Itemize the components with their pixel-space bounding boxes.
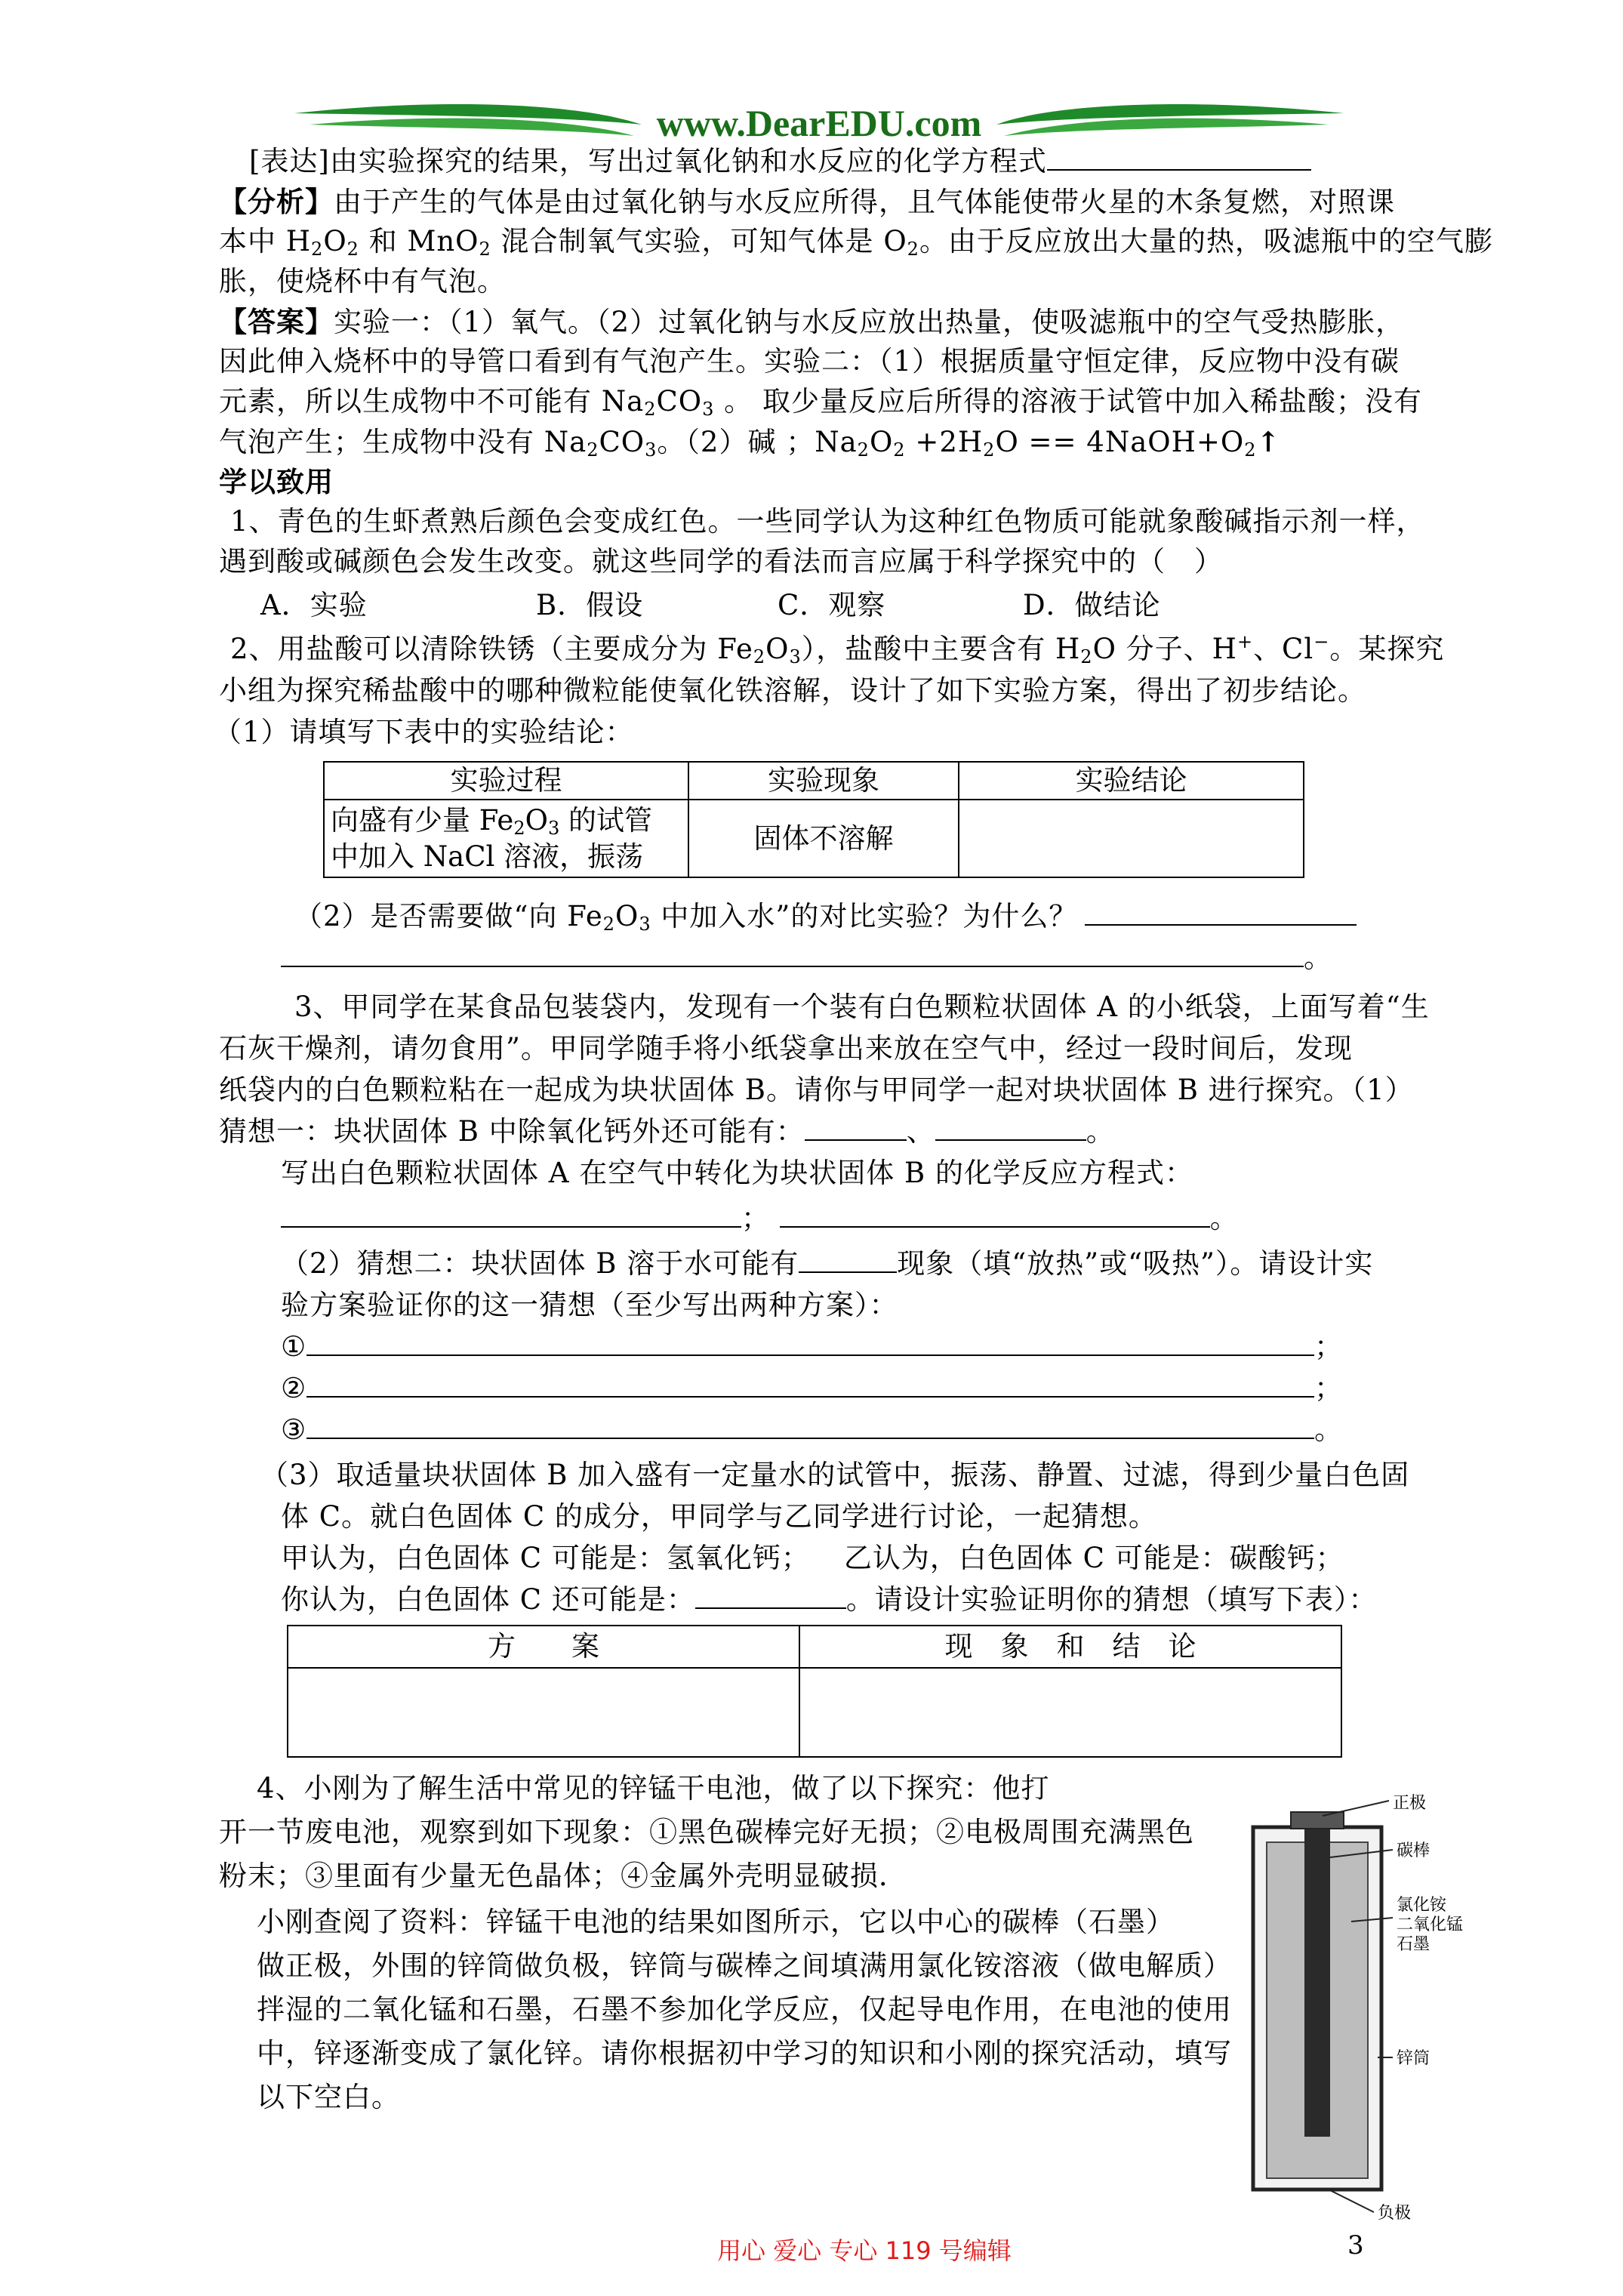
q3-equation-blank-2[interactable] — [780, 1200, 1210, 1228]
answer-line-4: 气泡产生；生成物中没有 $Na_2CO_3$。（2）碱 ；$Na_2O_2 +2H_2O$ == $4NaOH+O_2↑$ — [219, 425, 1281, 461]
q1-option-d[interactable]: D．做结论 — [1023, 589, 1161, 621]
q3-line-1: 3、甲同学在某食品包装袋内，发现有一个装有白色颗粒状固体 A 的小纸袋，上面写着“生 — [294, 991, 1430, 1023]
battery-diagram — [1238, 1789, 1487, 2227]
q2-blank-2[interactable] — [281, 940, 1304, 967]
q3-line-2: 石灰干燥剂，请勿食用”。甲同学随手将小纸袋拿出来放在空气中，经过一段时间后，发现 — [219, 1032, 1353, 1065]
answer-line-2: 因此伸入烧杯中的导管口看到有气泡产生。实验二：（1）根据质量守恒定律，反应物中没有碳 — [219, 345, 1400, 378]
q4-line-8: 以下空白。 — [257, 2081, 400, 2113]
design-cell-result-input[interactable] — [799, 1668, 1341, 1757]
label-positive: 正极 — [1393, 1794, 1427, 1813]
q2-subquestion-2: （2）是否需要做“向 $Fe_2O_3$ 中加入水”的对比实验？为什么？ — [294, 898, 1357, 935]
page-number: 3 — [1347, 2230, 1364, 2261]
q3-line-3: 纸袋内的白色颗粒粘在一起成为块状固体 B。请你与甲同学一起对块状固体 B 进行探究。（1） — [219, 1074, 1414, 1106]
q2-line-2: 小组为探究稀盐酸中的哪种微粒能使氧化铁溶解，设计了如下实验方案，得出了初步结论。 — [219, 674, 1366, 707]
q4-line-1: 4、小刚为了解生活中常见的锌锰干电池，做了以下探究：他打 — [257, 1772, 1050, 1804]
design-header-result: 现 象 和 结 论 — [799, 1626, 1341, 1668]
q3-line-5: 写出白色颗粒状固体 A 在空气中转化为块状固体 B 的化学反应方程式： — [281, 1157, 1193, 1189]
q3-method-blank-2[interactable] — [306, 1370, 1314, 1398]
right-swoosh-shadow-icon — [1004, 119, 1329, 136]
q3-method-3: ③ 。 — [281, 1413, 1344, 1446]
table-header-process: 实验过程 — [324, 762, 688, 800]
battery-carbon-rod — [1304, 1820, 1330, 2137]
logo-text: www.DearEDU.com — [656, 102, 982, 144]
q3-guess-c-blank[interactable] — [695, 1582, 846, 1609]
q4-line-6: 拌湿的二氧化锰和石墨，石墨不参加化学反应，仅起导电作用，在电池的使用 — [257, 1993, 1232, 2026]
q3-method-blank-3[interactable] — [306, 1412, 1314, 1439]
section-title: 学以致用 — [219, 465, 334, 498]
analysis-line-3: 胀，使烧杯中有气泡。 — [219, 265, 506, 297]
q4-line-5: 做正极，外围的锌筒做负极，锌筒与碳棒之间填满用氯化铵溶液（做电解质） — [257, 1949, 1232, 1982]
q2-subquestion-1: （1）请填写下表中的实验结论： — [214, 716, 634, 748]
label-graphite: 石墨 — [1397, 1935, 1431, 1954]
label-zinc-can: 锌筒 — [1397, 2049, 1431, 2068]
q2-blank-1[interactable] — [1085, 898, 1357, 926]
q3-equation-blank-1[interactable] — [281, 1200, 741, 1228]
q3-line-7: （2）猜想二：块状固体 B 溶于水可能有 现象（填“放热”或“吸热”）。请设计实 — [281, 1247, 1374, 1280]
q3-method-2: ② ； — [281, 1372, 1344, 1404]
q3-line-9: （3）取适量块状固体 B 加入盛有一定量水的试管中，振荡、静置、过滤，得到少量白色固 — [260, 1459, 1410, 1491]
q3-heat-blank[interactable] — [799, 1246, 897, 1273]
q1-line-2: 遇到酸或碱颜色会发生改变。就这些同学的看法而言应属于科学探究中的（ ） — [219, 545, 1223, 578]
q4-line-2: 开一节废电池，观察到如下现象：①黑色碳棒完好无损；②电极周围充满黑色 — [219, 1816, 1194, 1848]
analysis-line-2: 本中 $H_2O_2$ 和 MnO$_2$ 混合制氧气实验，可知气体是 $O_2$。由于反应放出大量的热，吸滤瓶中的空气膨 — [219, 225, 1493, 260]
design-cell-plan-input[interactable] — [288, 1668, 799, 1757]
design-header-plan: 方 案 — [288, 1626, 799, 1668]
q3-design-table — [287, 1625, 1342, 1758]
q1-option-b[interactable]: B．假设 — [536, 589, 644, 621]
table-cell-conclusion-input[interactable] — [959, 800, 1304, 877]
q3-line-10: 体 C。就白色固体 C 的成分，甲同学与乙同学进行讨论，一起猜想。 — [281, 1500, 1157, 1533]
table-header-phenomenon: 实验现象 — [688, 762, 959, 800]
answer-line-1: 【答案】实验一：（1）氧气。（2）过氧化钠与水反应放出热量，使吸滤瓶中的空气受热膨胀， — [219, 305, 1405, 338]
q3-line-11: 甲认为，白色固体 C 可能是：氢氧化钙； 乙认为，白色固体 C 可能是：碳酸钙； — [281, 1542, 1344, 1574]
label-manganese: 二氧化锰 — [1397, 1915, 1464, 1934]
table-cell-phenomenon: 固体不溶解 — [688, 800, 959, 877]
battery-cap — [1291, 1812, 1344, 1829]
q2-line-1: 2、用盐酸可以清除铁锈（主要成分为 $Fe_2O_3$），盐酸中主要含有 $H_2O$ 分子、H+、Cl−。某探究 — [230, 631, 1445, 667]
label-carbon-rod: 碳棒 — [1397, 1841, 1431, 1860]
q1-option-c[interactable]: C．观察 — [778, 589, 886, 621]
q1-option-a[interactable]: A．实验 — [260, 589, 368, 621]
q1-line-1: 1、青色的生虾煮熟后颜色会变成红色。一些同学认为这种红色物质可能就象酸碱指示剂一样， — [230, 505, 1425, 538]
q3-line-12: 你认为，白色固体 C 还可能是： 。请设计实验证明你的猜想（填写下表）： — [281, 1583, 1378, 1616]
q2-answer-line: 。 — [281, 940, 1332, 976]
q3-method-blank-1[interactable] — [306, 1329, 1314, 1356]
table-cell-process: 向盛有少量 $Fe_2O_3$ 的试管 中加入 NaCl 溶液，振荡 — [324, 800, 688, 877]
q3-guess-blank-1[interactable] — [805, 1114, 907, 1141]
q4-line-4: 小刚查阅了资料：锌锰干电池的结果如图所示，它以中心的碳棒（石墨） — [257, 1906, 1175, 1938]
label-negative: 负极 — [1378, 2204, 1412, 2223]
q3-guess-blank-2[interactable] — [935, 1114, 1086, 1141]
answer-line-3: 元素，所以生成物中不可能有 $Na_2CO_3$ 。 取少量反应后所得的溶液于试管中加入稀盐酸；没有 — [219, 385, 1422, 420]
q3-line-4: 猜想一：块状固体 B 中除氧化钙外还可能有： 、 。 — [219, 1115, 1115, 1148]
left-swoosh-shadow-icon — [310, 119, 634, 136]
q2-experiment-table — [323, 761, 1304, 878]
answer-blank[interactable] — [1047, 143, 1311, 171]
q4-line-7: 中，锌逐渐变成了氯化锌。请你根据初中学习的知识和小刚的探究活动，填写 — [257, 2037, 1232, 2069]
q4-line-3: 粉末；③里面有少量无色晶体；④金属外壳明显破损． — [219, 1860, 907, 1892]
table-header-conclusion: 实验结论 — [959, 762, 1304, 800]
expression-line: [表达]由实验探究的结果，写出过氧化钠和水反应的化学方程式 — [249, 143, 1311, 180]
q3-line-8: 验方案验证你的这一猜想（至少写出两种方案）： — [281, 1289, 898, 1321]
q3-equation-line: ； 。 — [281, 1200, 1239, 1237]
q3-method-1: ① ； — [281, 1330, 1344, 1363]
analysis-line-1: 【分析】由于产生的气体是由过氧化钠与水反应所得，且气体能使带火星的木条复燃，对照课 — [219, 185, 1395, 218]
label-ammonium: 氯化铵 — [1397, 1896, 1447, 1915]
footer-text: 用心 爱心 专心 119 号编辑 — [717, 2236, 1012, 2265]
